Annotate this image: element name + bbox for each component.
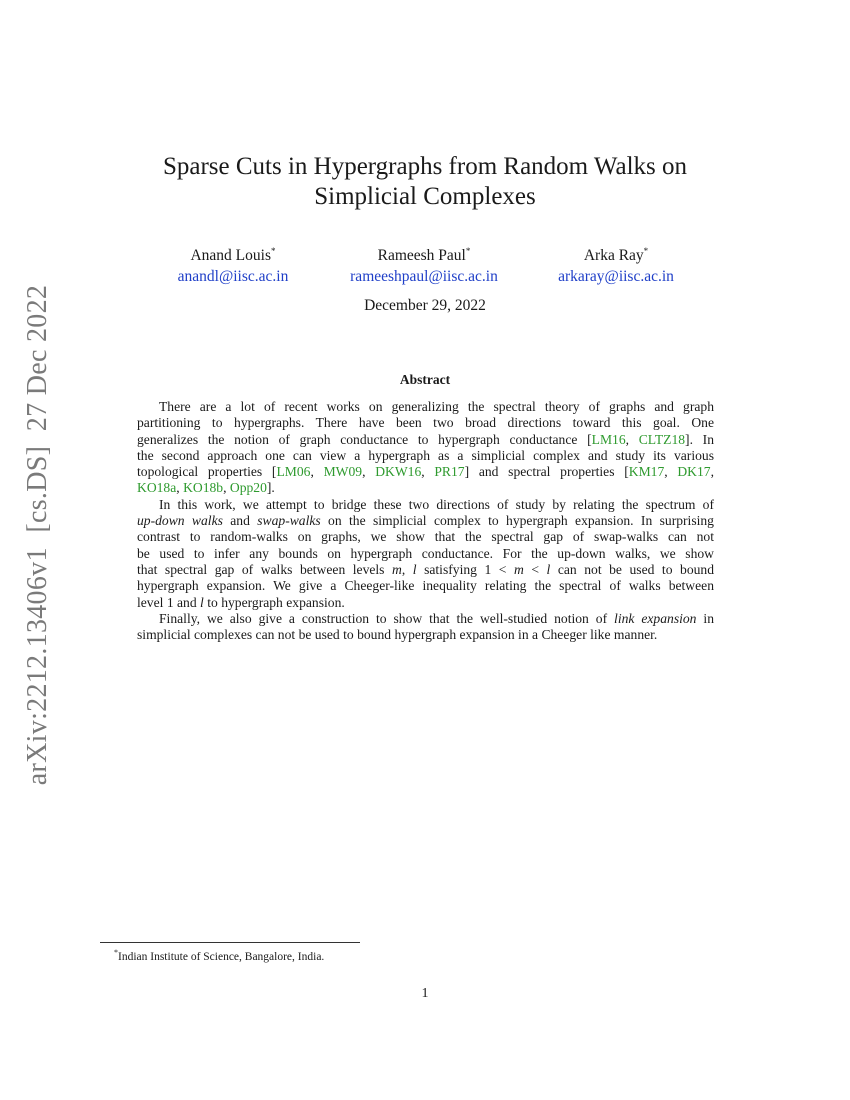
- italic-term: l: [200, 594, 204, 610]
- abstract-text: ,: [625, 431, 639, 447]
- abstract-text: partitioning to hypergraphs. There have been two broad directions toward this goal. One: [137, 415, 714, 431]
- author-name: Rameesh Paul: [377, 247, 466, 265]
- abstract-line: [137, 562, 714, 578]
- footnote-text: Indian Institute of Science, Bangalore, India.: [118, 950, 325, 963]
- abstract-text: ,: [223, 480, 230, 496]
- citation-link[interactable]: Opp20: [229, 480, 267, 496]
- affiliation-mark: *: [465, 246, 471, 256]
- abstract-text: hypergraph expansion. We give a Cheeger-like inequality relating the spectral of walks between: [137, 578, 714, 594]
- abstract-text: level 1 and: [137, 594, 201, 610]
- italic-term: up-down walks: [137, 513, 223, 529]
- citation-link[interactable]: KO18a: [137, 480, 177, 496]
- abstract-line: [137, 627, 714, 643]
- author-email-link[interactable]: arkaray@iisc.ac.in: [558, 268, 674, 286]
- author-block: [558, 241, 674, 287]
- abstract-line: [137, 480, 714, 496]
- abstract-text: <: [523, 561, 547, 577]
- author-name: Arka Ray: [583, 247, 644, 265]
- abstract-text: In this work, we attempt to bridge these two directions of study by relating the spectrum of: [159, 496, 714, 512]
- abstract-text: and: [222, 513, 258, 529]
- abstract-text: that spectral gap of walks between levels: [137, 561, 392, 577]
- abstract-line: [137, 448, 714, 464]
- citation-link[interactable]: KO18b: [183, 480, 224, 496]
- italic-term: link expansion: [614, 610, 697, 626]
- footnote-mark: *: [114, 948, 118, 957]
- citation-link[interactable]: DKW16: [375, 464, 422, 480]
- abstract-line: [137, 578, 714, 594]
- abstract-line: [137, 595, 714, 611]
- author-block: [350, 241, 498, 287]
- abstract-text: the second approach one can view a hypergraph as a simplicial complex and study its various: [137, 447, 714, 463]
- abstract-text: ,: [421, 464, 435, 480]
- abstract-text: ,: [401, 561, 413, 577]
- affiliation-mark: *: [271, 246, 276, 256]
- abstract-text: on the simplicial complex to hypergraph expansion. In surprising: [320, 513, 714, 529]
- abstract-text: generalizes the notion of graph conductance to hypergraph conductance [: [137, 431, 592, 447]
- italic-term: m: [392, 561, 402, 577]
- title-line: Sparse Cuts in Hypergraphs from Random Walks on: [162, 153, 688, 180]
- italic-term: l: [412, 561, 417, 577]
- abstract-text: ,: [176, 480, 184, 496]
- abstract-line: [137, 529, 714, 545]
- citation-link[interactable]: KM17: [628, 464, 665, 480]
- abstract-text: can not be used to bound: [550, 561, 715, 577]
- abstract-text: There are a lot of recent works on generalizing the spectral theory of graphs and graph: [159, 399, 714, 414]
- abstract-text: in: [696, 610, 714, 626]
- abstract-text: ,: [664, 464, 678, 480]
- italic-term: l: [546, 561, 551, 577]
- page-number: 1: [421, 986, 429, 1001]
- footnote: [114, 948, 324, 963]
- abstract-text: ,: [310, 464, 324, 480]
- abstract-line: [137, 464, 714, 480]
- author-name: Anand Louis: [190, 247, 271, 265]
- abstract-text: topological properties [: [137, 464, 277, 480]
- abstract-text: Finally, we also give a construction to show that the well-studied notion of: [159, 610, 615, 626]
- author-block: [178, 241, 289, 287]
- abstract-heading: Abstract: [399, 372, 451, 387]
- affiliation-mark: *: [643, 246, 649, 256]
- abstract-text: ,: [710, 464, 714, 480]
- abstract-text: satisfying 1 <: [416, 561, 514, 577]
- citation-link[interactable]: CLTZ18: [638, 431, 686, 447]
- abstract-text: contrast to random-walks on graphs, we show that the spectral gap of swap-walks can not: [137, 529, 714, 545]
- abstract-text: simplicial complexes can not be used to bound hypergraph expansion in a Cheeger like manner.: [137, 627, 658, 643]
- footnote-divider: [100, 942, 360, 943]
- abstract-text: ].: [266, 480, 275, 496]
- abstract-line: [137, 399, 714, 415]
- citation-link[interactable]: LM16: [591, 431, 626, 447]
- title-line: Simplicial Complexes: [314, 183, 536, 210]
- publication-date: December 29, 2022: [364, 297, 486, 314]
- citation-link[interactable]: LM06: [276, 464, 311, 480]
- abstract-line: [137, 513, 714, 529]
- arxiv-identifier-stamp: arXiv:2212.13406v1 [cs.DS] 27 Dec 2022: [22, 284, 53, 786]
- citation-link[interactable]: PR17: [434, 464, 465, 480]
- abstract-text: to hypergraph expansion.: [203, 594, 345, 610]
- citation-link[interactable]: MW09: [323, 464, 363, 480]
- abstract-line: [137, 546, 714, 562]
- abstract-text: ] and spectral properties [: [464, 464, 629, 480]
- author-email-link[interactable]: rameeshpaul@iisc.ac.in: [350, 268, 498, 286]
- abstract-line: [137, 611, 714, 627]
- abstract-line: [137, 432, 714, 448]
- abstract-text: ,: [362, 464, 376, 480]
- abstract-text: ]. In: [685, 431, 714, 447]
- author-email-link[interactable]: anandl@iisc.ac.in: [177, 268, 289, 286]
- citation-link[interactable]: DK17: [677, 464, 711, 480]
- abstract-line: [137, 497, 714, 513]
- abstract-body: [137, 399, 714, 643]
- paper-title: [0, 152, 850, 212]
- abstract-text: be used to infer any bounds on hypergraph conductance. For the up-down walks, we show: [137, 545, 714, 561]
- abstract-line: [137, 415, 714, 431]
- italic-term: swap-walks: [257, 513, 321, 529]
- italic-term: m: [513, 561, 524, 577]
